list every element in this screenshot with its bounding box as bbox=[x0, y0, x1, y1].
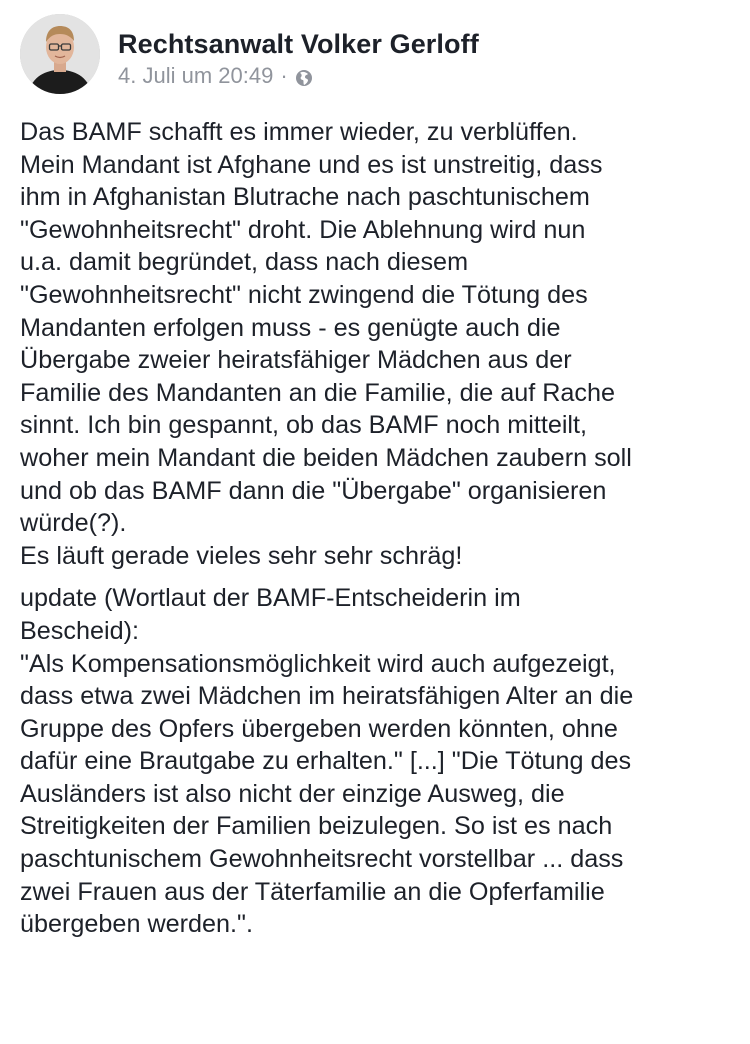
header-text bbox=[118, 14, 479, 89]
globe-icon[interactable] bbox=[295, 67, 313, 85]
post-paragraph: Das BAMF schafft es immer wieder, zu verblüffen. Mein Mandant ist Afghane und es ist unstreitig, dass ihm in Afghanistan Blutrache nach paschtunischem "Gewohnheitsrecht" droht. Die Ablehnung wird nun u.a. damit begründet, dass nach diesem "Gewohnheitsrecht" nicht zwingend die Tötung des Mandanten erfolgen muss - es genügte auch die Übergabe zweier heiratsfähiger Mädchen aus der Familie des Mandanten an die Familie, die auf Rache sinnt. Ich bin gespannt, ob das BAMF noch mitteilt, woher mein Mandant die beiden Mädchen zaubern soll und ob das BAMF dann die "Übergabe" organisieren würde(?). Es läuft gerade vieles sehr sehr schräg! bbox=[20, 118, 632, 570]
meta-separator: · bbox=[280, 63, 288, 88]
post-body bbox=[20, 116, 736, 941]
post-timestamp[interactable]: 4. Juli um 20:49 bbox=[118, 63, 274, 88]
post-paragraph-update: update (Wortlaut der BAMF-Entscheiderin im Bescheid): "Als Kompensationsmöglichkeit wird auch aufgezeigt, dass etwa zwei Mädchen im heiratsfähigen Alter an die Gruppe des Opfers übergeben werden könnten, ohne dafür eine Brautgabe zu erhalten." [...] "Die Tötung des Ausländers ist also nicht der einzige Ausweg, die Streitigkeiten der Familien beizulegen. So ist es nach paschtunischem Gewohnheitsrecht vorstellbar ... dass zwei Frauen aus der Täterfamilie an die Opferfamilie übergeben werden.". bbox=[20, 584, 634, 939]
post-meta bbox=[118, 63, 479, 89]
avatar[interactable] bbox=[20, 14, 100, 94]
author-name[interactable]: Rechtsanwalt Volker Gerloff bbox=[118, 29, 479, 59]
post-header bbox=[20, 14, 479, 96]
profile-photo bbox=[20, 14, 100, 94]
